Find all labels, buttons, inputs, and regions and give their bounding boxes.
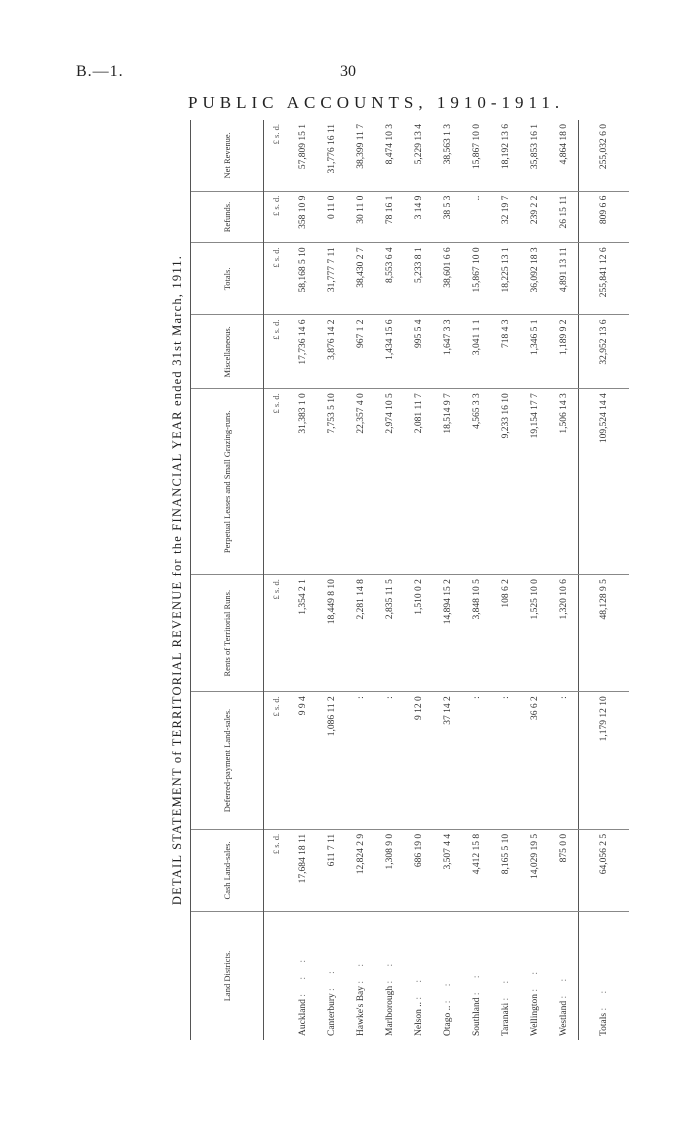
value-cell: 1,647 3 3 [433,315,462,389]
district-name: Wellington : : [529,965,540,1036]
value-cell: 108 6 2 [491,575,520,692]
value-cell: 2,081 11 7 [404,389,433,575]
value-cell: .. [462,191,491,243]
district-name: Westland : : [558,972,569,1036]
value-cell: : [346,692,375,830]
value-cell: 1,189 9 2 [549,315,579,389]
table-body [264,120,630,1040]
table-row [520,120,549,1040]
rotated-table-block [170,120,700,1040]
totals-row [579,120,630,1040]
value-cell: 686 19 0 [404,829,433,911]
value-cell: 19,154 17 7 [520,389,549,575]
value-cell: 57,809 15 1 [288,120,317,191]
value-cell: 8,553 6 4 [375,243,404,315]
value-cell: 31,383 1 0 [288,389,317,575]
value-cell: 32,952 13 6 [579,315,630,389]
value-cell: 2,974 10 5 [375,389,404,575]
value-cell: 3,876 14 2 [317,315,346,389]
value-cell: 31,777 7 11 [317,243,346,315]
value-cell: 9 12 0 [404,692,433,830]
column-header: Net Revenue. [191,120,264,191]
value-cell: 4,412 15 8 [462,829,491,911]
value-cell: 7,753 5 10 [317,389,346,575]
table-row [317,120,346,1040]
value-cell: : [491,692,520,830]
district-name: Canterbury : : [326,965,337,1036]
table-row [346,120,375,1040]
value-cell: 1,320 10 6 [549,575,579,692]
value-cell: 1,506 14 3 [549,389,579,575]
unit-cell: £ s. d. [264,692,289,830]
value-cell: 8,474 10 3 [375,120,404,191]
revenue-table [190,120,629,1040]
unit-cell: £ s. d. [264,389,289,575]
value-cell: 4,891 13 11 [549,243,579,315]
value-cell: 3,507 4 4 [433,829,462,911]
value-cell: 15,867 10 0 [462,243,491,315]
value-cell: : [549,692,579,830]
value-cell: 8,165 5 10 [491,829,520,911]
table-row [375,120,404,1040]
table-row [491,120,520,1040]
table-row [462,120,491,1040]
value-cell: 611 7 11 [317,829,346,911]
value-cell: 78 16 1 [375,191,404,243]
value-cell: 18,449 8 10 [317,575,346,692]
value-cell: 17,736 14 6 [288,315,317,389]
value-cell: 26 15 11 [549,191,579,243]
value-cell: 38,601 6 6 [433,243,462,315]
value-cell: 18,192 13 6 [491,120,520,191]
column-header: Cash Land-sales. [191,829,264,911]
value-cell: 9,233 16 10 [491,389,520,575]
value-cell: 12,824 2 9 [346,829,375,911]
unit-cell: £ s. d. [264,120,289,191]
value-cell: 3,041 1 1 [462,315,491,389]
value-cell: 38,563 1 3 [433,120,462,191]
table-title: DETAIL STATEMENT of TERRITORIAL REVENUE for the FINANCIAL YEAR ended 31st March, 1911. [170,254,184,906]
value-cell: 14,029 19 5 [520,829,549,911]
table-header-row [191,120,264,1040]
value-cell: 109,524 14 4 [579,389,630,575]
unit-cell: £ s. d. [264,243,289,315]
column-header: Miscellaneous. [191,315,264,389]
table-row [288,120,317,1040]
value-cell: 1,525 10 0 [520,575,549,692]
value-cell: 239 2 2 [520,191,549,243]
column-header: Land Districts. [191,912,264,1041]
value-cell: 18,225 13 1 [491,243,520,315]
table-row [433,120,462,1040]
value-cell: 9 9 4 [288,692,317,830]
value-cell: 1,510 0 2 [404,575,433,692]
value-cell: 38,399 11 7 [346,120,375,191]
value-cell: 1,179 12 10 [579,692,630,830]
value-cell: 32 19 7 [491,191,520,243]
value-cell: 967 1 2 [346,315,375,389]
value-cell: 31,776 16 11 [317,120,346,191]
value-cell: 995 5 4 [404,315,433,389]
district-name: Totals : : [579,912,630,1041]
value-cell: 36,092 18 3 [520,243,549,315]
column-header: Totals. [191,243,264,315]
district-name: Southland : : [471,969,482,1036]
unit-cell: £ s. d. [264,315,289,389]
value-cell: 2,281 14 8 [346,575,375,692]
value-cell: 255,032 6 0 [579,120,630,191]
value-cell: : [462,692,491,830]
value-cell: 48,128 9 5 [579,575,630,692]
value-cell: 0 11 0 [317,191,346,243]
unit-cell: £ s. d. [264,575,289,692]
value-cell: 718 4 3 [491,315,520,389]
value-cell: 1,086 11 2 [317,692,346,830]
value-cell: 38 5 3 [433,191,462,243]
value-cell: 1,434 15 6 [375,315,404,389]
column-header: Perpetual Leases and Small Grazing-runs. [191,389,264,575]
value-cell: 4,565 3 3 [462,389,491,575]
value-cell: 30 11 0 [346,191,375,243]
value-cell: 358 10 9 [288,191,317,243]
report-reference: B.—1. [76,63,124,80]
value-cell: 58,168 5 10 [288,243,317,315]
value-cell: 1,346 5 1 [520,315,549,389]
value-cell: 38,430 2 7 [346,243,375,315]
table-row [549,120,579,1040]
value-cell: 4,864 18 0 [549,120,579,191]
value-cell: 3,848 10 5 [462,575,491,692]
value-cell: 37 14 2 [433,692,462,830]
page-title: PUBLIC ACCOUNTS, 1910-1911. [188,93,565,112]
unit-cell: £ s. d. [264,191,289,243]
value-cell: 15,867 10 0 [462,120,491,191]
column-header: Rents of Territorial Runs. [191,575,264,692]
value-cell: 14,894 15 2 [433,575,462,692]
value-cell: 2,835 11 5 [375,575,404,692]
value-cell: 875 0 0 [549,829,579,911]
column-header: Refunds. [191,191,264,243]
value-cell: 5,229 13 4 [404,120,433,191]
value-cell: 22,357 4 0 [346,389,375,575]
table-row [404,120,433,1040]
value-cell: 5,233 8 1 [404,243,433,315]
value-cell: 255,841 12 6 [579,243,630,315]
district-name: Taranaki : : [500,974,511,1036]
page-number: 30 [340,63,356,80]
district-name: Nelson .. : : [413,973,424,1036]
value-cell: 35,853 16 1 [520,120,549,191]
district-name: Auckland : : : [297,954,308,1036]
value-cell: 3 14 9 [404,191,433,243]
district-name: Hawke's Bay : : [355,957,366,1036]
district-name: Otago .. : : [442,977,453,1036]
value-cell: : [375,692,404,830]
value-cell: 36 6 2 [520,692,549,830]
value-cell: 18,514 9 7 [433,389,462,575]
value-cell: 17,684 18 11 [288,829,317,911]
value-cell: 1,308 9 0 [375,829,404,911]
unit-cell [264,912,289,1041]
unit-cell: £ s. d. [264,829,289,911]
value-cell: 809 6 6 [579,191,630,243]
column-header: Deferred-payment Land-sales. [191,692,264,830]
value-cell: 64,056 2 5 [579,829,630,911]
value-cell: 1,354 2 1 [288,575,317,692]
units-row [264,120,289,1040]
district-name: Marlborough : : [384,957,395,1036]
